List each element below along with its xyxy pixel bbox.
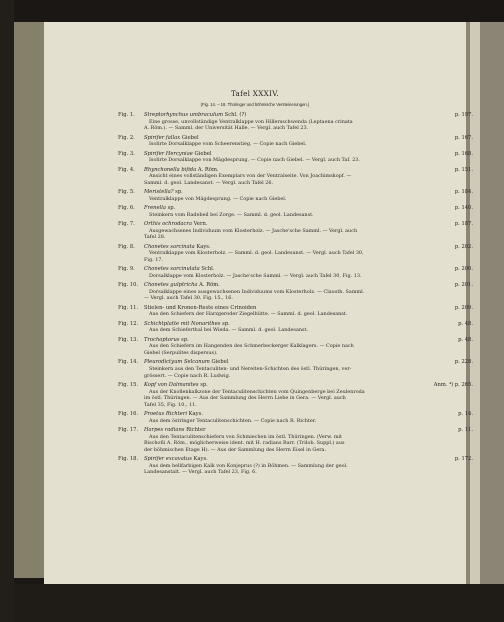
figure-entry: [118, 151, 473, 164]
figure-heading: [144, 167, 473, 174]
figure-number: Fig. 2.: [118, 134, 135, 141]
page-reference: p. 48.: [458, 320, 473, 327]
page-reference: p. 187.: [454, 221, 473, 228]
taxon-author: Giebel: [180, 134, 199, 141]
figure-heading: [144, 411, 473, 418]
description-line: Samml. d. geol. Landesanst. — Vergl. auch Tafel 26.: [144, 179, 274, 186]
taxon-author: Kays.: [194, 243, 211, 250]
figure-number: Fig. 10.: [118, 282, 139, 289]
description-line: Ansicht eines vollständigen Exemplars von der Ventralseite. Von Joachimskopf. —: [149, 173, 352, 180]
figure-number: Fig. 6.: [118, 205, 135, 212]
figure-entry: [118, 189, 473, 202]
description-line: der böhmischen Etage H). — Aus der Sammlung des Herrn Eisel in Gera.: [144, 446, 327, 453]
figure-entry: [118, 305, 473, 318]
figure-number: Fig. 18.: [118, 456, 139, 463]
taxon-name: Schichtplatte mit Nonarithes sp.: [144, 320, 230, 327]
page-reference: p. 184.: [454, 189, 473, 196]
description-line: Ventralklappe von Mägdesprung. — Copie nach Giebel.: [149, 195, 287, 202]
figure-number: Fig. 11.: [118, 304, 139, 311]
figure-number: Fig. 12.: [118, 320, 139, 327]
scan-border-left: [0, 0, 14, 622]
page-reference: p. 201.: [454, 282, 473, 289]
figure-heading: [144, 151, 473, 158]
description-line: Tafel 28.: [144, 234, 166, 241]
taxon-author: Schl.: [199, 266, 215, 273]
taxon-author: Schl. (?): [223, 112, 247, 118]
figure-heading: [144, 266, 473, 273]
figure-number: Fig. 7.: [118, 221, 135, 228]
taxon-name: Frenella: [144, 205, 166, 212]
taxon-name: Spirifer excavatus: [144, 456, 192, 463]
scan-bottom: [14, 584, 504, 622]
description-line: Steinkern vom Radebeil bei Zorge. — Samml. d. geol. Landesanst.: [149, 211, 314, 218]
page-reference: p. 209.: [454, 304, 473, 311]
figure-heading: [144, 337, 473, 344]
page-reference: p. 172.: [454, 456, 473, 463]
description-line: Giebel (Serpulites dispersus).: [144, 349, 218, 356]
figure-entry: [118, 221, 473, 241]
figure-heading: [144, 205, 473, 212]
figure-entry: [118, 382, 473, 408]
figure-entry: [118, 411, 473, 424]
page-reference: p. 168.: [454, 150, 473, 157]
figure-entry: [118, 112, 473, 132]
page-reference: p. 140.: [454, 205, 473, 212]
figure-heading: [144, 135, 473, 142]
taxon-name: Kopf von Dalmanites: [144, 381, 199, 388]
taxon-name: Stielen- und Kronen-Reste eines Crinoiden: [144, 304, 257, 311]
figure-heading: [144, 382, 473, 389]
figure-number: Fig. 9.: [118, 266, 135, 273]
taxon-name: Chonetes sarcinulata: [144, 266, 200, 273]
figure-entry: [118, 167, 473, 187]
figure-entry: [118, 282, 473, 302]
page-reference: p. 197.: [454, 112, 473, 118]
figure-heading: [144, 112, 473, 119]
page-reference: p. 11.: [458, 427, 473, 434]
plate-subtitle: (Fig. 14. – 18. Thüringer und böhmische Versteinerungen.): [200, 102, 310, 107]
description-line: grössert. — Copie nach R. Ludwig.: [144, 372, 231, 379]
description-line: Dorsalklappe eines ausgewachsenen Individuums vom Klosterholz. — Clausth. Samml.: [149, 288, 365, 295]
page-reference: p. 202.: [454, 243, 473, 250]
figure-number: Fig. 1.: [118, 112, 135, 118]
taxon-author: Giebel: [209, 359, 229, 366]
figure-entry: [118, 135, 473, 148]
description-line: Aus dem östringer Tentaculitenschichten. — Copie nach R. Richter.: [149, 417, 317, 424]
figure-number: Fig. 16.: [118, 411, 139, 418]
taxon-author: A. Röm.: [196, 166, 219, 173]
figure-entry: [118, 205, 473, 218]
page-reference: p. 200.: [454, 266, 473, 273]
figure-entry: [118, 244, 473, 264]
taxon-name: Meristella?: [144, 189, 174, 196]
description-line: Aus den Schiefern im Hangenden des Schmerbeckerger Kalklagers. — Copie nach: [149, 343, 354, 350]
description-line: Aus den Schiefern der Harzgeroder Ziegelhütte. — Samml. d. geol. Landesanst.: [149, 311, 348, 318]
figure-number: Fig. 17.: [118, 427, 139, 434]
figure-heading: [144, 221, 473, 228]
description-line: Isolirte Dorsalklappe vom Scheerenstieg. — Copie nach Giebel.: [149, 141, 307, 148]
page-reference: p. 48.: [458, 336, 473, 343]
page-reference: Anm. ⁴) p. 265.: [433, 381, 473, 388]
plate-title: Tafel XXXIV.: [230, 89, 280, 98]
figure-number: Fig. 8.: [118, 243, 135, 250]
taxon-author: Vern.: [192, 221, 208, 228]
taxon-author: Giebel: [192, 150, 212, 157]
figure-number: Fig. 13.: [118, 336, 139, 343]
page-reference: p. 151.: [454, 166, 473, 173]
taxon-name: Rhynchonella bifida: [144, 166, 197, 173]
description-line: im östl. Thüringen. — Aus der Sammlung des Herrn Liebe in Gera. — Vergl. auch: [144, 395, 346, 402]
taxon-name: Chonetes gulptricha: [144, 282, 198, 289]
taxon-name: Proetus Richteri: [144, 411, 188, 418]
taxon-name: Chonetes sarcinata: [144, 243, 195, 250]
description-line: Aus dem Schieferthal bei Wieda. — Samml. d. geol. Landesanst.: [149, 327, 309, 334]
figure-heading: [144, 427, 473, 434]
description-line: Isolirte Dorsalklappe von Mägdesprung. — Copie nach Giebel. — Vergl. auch Taf. 23.: [149, 157, 360, 164]
description-line: Steinkern aus den Tentaculiten- und Nereiten-Schichten des östl. Thüringen, ver-: [149, 365, 352, 372]
taxon-author: sp.: [198, 381, 208, 388]
taxon-author: A. Röm.: [197, 282, 220, 289]
taxon-author: sp.: [173, 189, 183, 196]
figure-number: Fig. 5.: [118, 189, 135, 196]
figure-heading: [144, 359, 473, 366]
figure-entry: [118, 359, 473, 379]
description-line: — Vergl. auch Tafel 30, Fig. 15., 16.: [144, 295, 233, 302]
figure-entry: [118, 321, 473, 334]
figure-number: Fig. 15.: [118, 381, 139, 388]
taxon-author: Kays.: [187, 411, 203, 418]
description-line: Fig. 17.: [144, 256, 163, 263]
taxon-name: Harpes radians: [144, 427, 185, 434]
taxon-name: Orthis ochrodacra: [144, 221, 192, 228]
taxon-author: Kays.: [191, 456, 208, 463]
figure-entry: [118, 427, 473, 453]
taxon-name: Trochoptorus sp.: [144, 336, 189, 343]
figure-heading: [144, 321, 473, 328]
figure-list: [118, 112, 473, 479]
description-line: Eine grosse, unvollständige Ventralklappe von Hillersschwenda (Leptaena crinata: [149, 118, 353, 125]
description-line: Dorsalklappe vom Klosterholz. — Jasche'sche Samml. — Vergl. auch Tafel 30, Fig. 13.: [149, 272, 362, 279]
taxon-name: Pleurodictyum Selcanum: [144, 359, 210, 366]
page-reference: p. 228.: [454, 359, 473, 366]
figure-number: Fig. 3.: [118, 150, 135, 157]
description-line: Tafel 35, Fig. 10., 11.: [144, 401, 197, 408]
description-line: Ventralklappe vom Klosterholz. — Samml. d. geol. Landesanst. — Vergl. auch Tafel 30,: [149, 250, 364, 257]
taxon-name: Spirifer Hercyniae: [144, 150, 193, 157]
figure-entry: [118, 337, 473, 357]
taxon-author: sp.: [165, 205, 176, 212]
figure-number: Fig. 14.: [118, 359, 139, 366]
taxon-name: Streptorhynchus umbraculum: [144, 112, 224, 118]
description-line: Aus der Knollenkalkzone der Tentaculitenschichten vom Quingenberge bei Zeulenroda: [149, 388, 365, 395]
figure-heading: [144, 456, 473, 463]
taxon-name: Spirifer fallax: [144, 134, 181, 141]
figure-number: Fig. 4.: [118, 166, 135, 173]
description-line: Bischofii A. Röm., möglicherweise ident. mit H. radians Barr. (Trilob. Suppl.) aus: [144, 440, 345, 447]
page-reference: p. 14.: [458, 411, 473, 418]
description-line: Ausgewachsenes Individuum vom Klosterholz. — Jasche'sche Samml. — Vergl. auch: [149, 227, 358, 234]
page-reference: p. 167.: [454, 134, 473, 141]
description-line: Aus den Tentaculitenschiefern von Schmiechen im östl. Thüringen. (Verw. mit: [149, 433, 342, 440]
taxon-author: Richter: [184, 427, 206, 434]
description-line: Aus dem hellfarbigen Kalk von Konjeprus (?) in Böhmen. — Sammlung der geol.: [149, 462, 348, 469]
figure-heading: [144, 305, 473, 312]
binding-board: [14, 22, 44, 578]
figure-heading: [144, 244, 473, 251]
figure-entry: [118, 456, 473, 476]
description-line: A. Röm.). — Samml. der Universität Halle. — Vergl. auch Tafel 23.: [144, 125, 309, 132]
figure-entry: [118, 266, 473, 279]
description-line: Landesanstalt. — Vergl. auch Tafel 23, Fig. 6.: [144, 469, 257, 476]
figure-heading: [144, 189, 473, 196]
figure-heading: [144, 282, 473, 289]
